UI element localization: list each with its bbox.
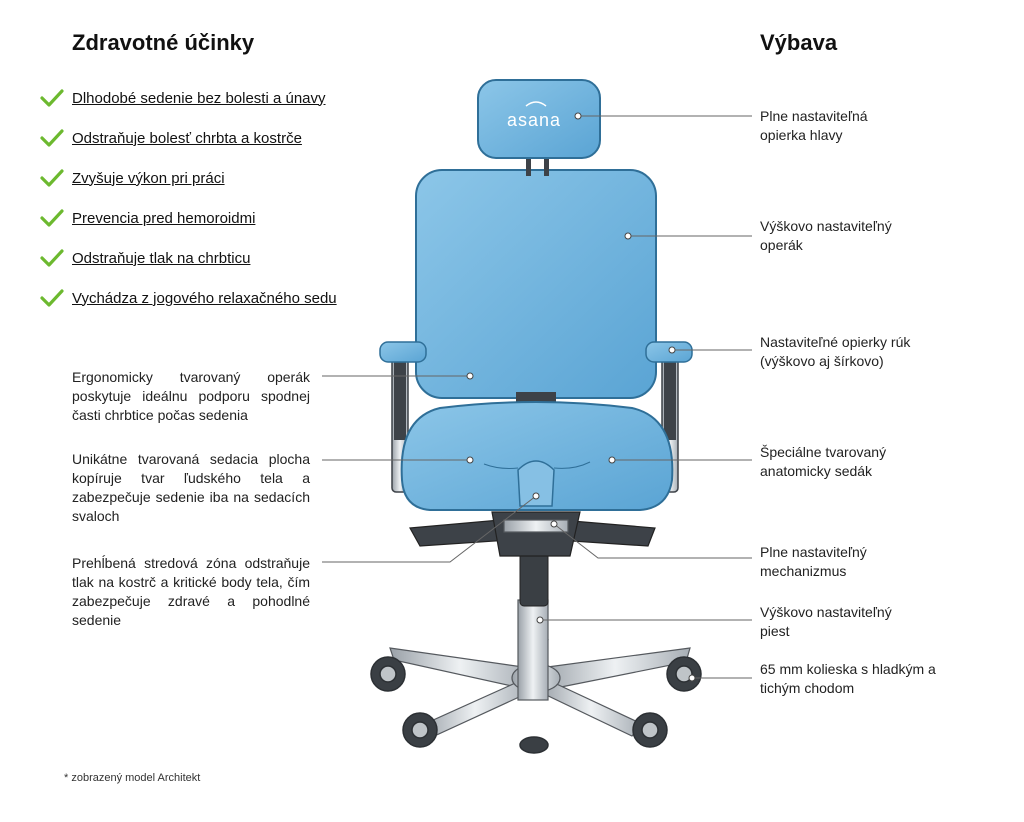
piston-cover: [520, 548, 548, 606]
seat-mechanism: [410, 512, 655, 556]
feature-casters: 65 mm kolieska s hladkým a tichým chodom: [760, 661, 936, 696]
center-zone-note: Prehĺbená stredová zóna odstraňuje tlak na kostrč a kritické body tela, čím zabezpečuje zdravé a pohodlné sedenie: [72, 555, 310, 628]
feature-backrest: Výškovo nastaviteľný operák: [760, 218, 892, 253]
feature-mechanism: Plne nastaviteľný mechanizmus: [760, 544, 867, 579]
benefit-link[interactable]: Odstraňuje bolesť chrbta a kostrče: [72, 129, 302, 147]
brand-logo: asana: [506, 110, 562, 130]
backrest-note: Ergonomicky tvarovaný operák poskytuje ideálnu podporu spodnej časti chrbtice počas sedenia: [72, 369, 310, 423]
feature-seat: Špeciálne tvarovaný anatomicky sedák: [760, 444, 887, 479]
feature-armrests: Nastaviteľné opierky rúk (výškovo aj šírkovo): [760, 334, 911, 369]
feature-headrest: Plne nastaviteľná opierka hlavy: [760, 108, 868, 143]
benefit-link[interactable]: Dlhodobé sedenie bez bolesti a únavy: [72, 89, 326, 107]
seat-surface-note: Unikátne tvarovaná sedacia plocha kopíruje tvar ľudského tela a zabezpečuje sedenie iba na sedacích svaloch: [72, 451, 310, 524]
health-effects-title: Zdravotné účinky: [72, 30, 255, 55]
benefit-link[interactable]: Prevencia pred hemoroidmi: [72, 209, 256, 227]
features-title: Výbava: [760, 30, 838, 55]
gas-piston: [518, 600, 548, 700]
benefit-link[interactable]: Zvyšuje výkon pri práci: [72, 169, 225, 187]
benefit-link[interactable]: Vychádza z jogového relaxačného sedu: [72, 289, 337, 307]
feature-piston: Výškovo nastaviteľný piest: [760, 604, 892, 639]
backrest: [416, 170, 656, 398]
benefit-link[interactable]: Odstraňuje tlak na chrbticu: [72, 249, 251, 267]
footnote: * zobrazený model Architekt: [64, 772, 201, 784]
